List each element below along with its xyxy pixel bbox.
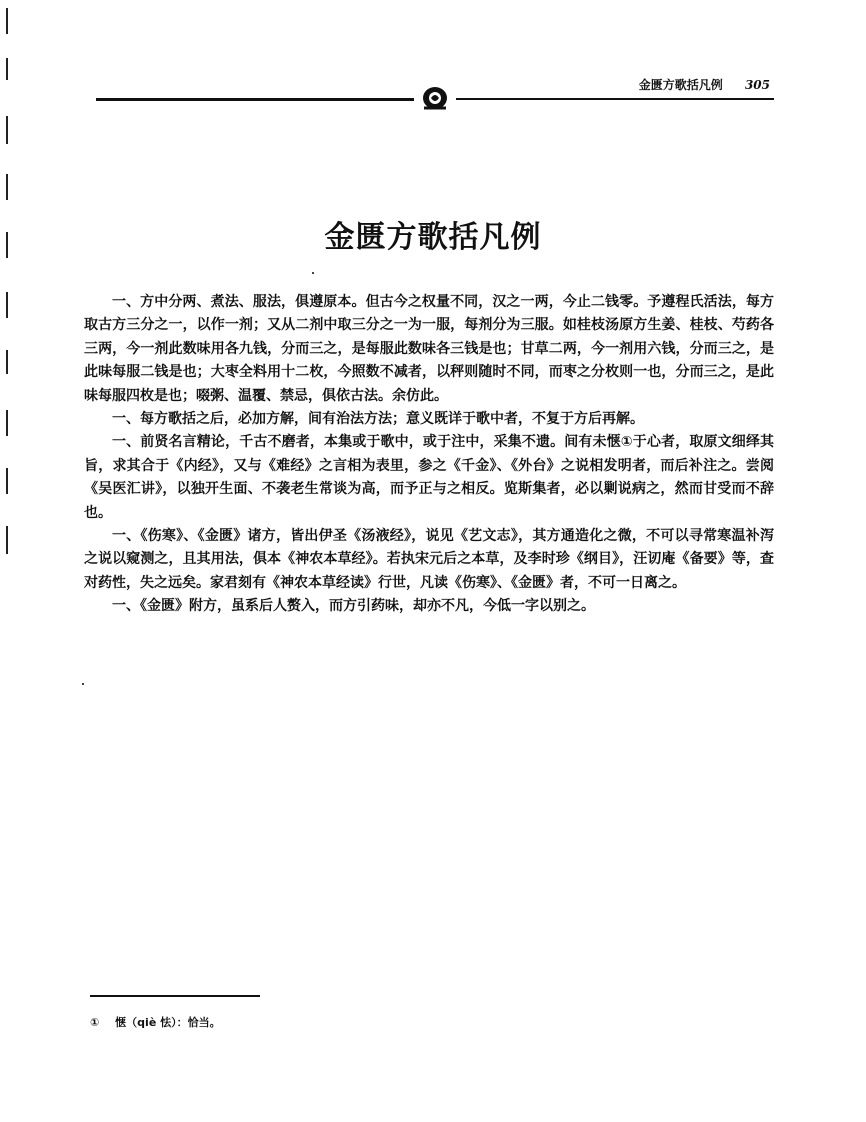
footnote-mark: ① xyxy=(90,1016,100,1029)
scan-speck xyxy=(312,272,314,274)
binding-mark xyxy=(6,58,8,80)
footnote-text: 惬（qiè 怯）：恰当。 xyxy=(115,1016,221,1029)
header-emblem-icon xyxy=(420,84,450,112)
footnote-rule xyxy=(90,995,260,997)
footnote xyxy=(90,1014,490,1030)
binding-mark xyxy=(6,116,8,144)
body-text xyxy=(84,291,774,619)
page-number: 305 xyxy=(744,78,770,92)
binding-mark xyxy=(6,526,8,554)
paragraph: 一、《伤寒》、《金匮》诸方，皆出伊圣《汤液经》，说见《艺文志》，其方通造化之微，不可以寻常寒温补泻之说以窥测之，且其用法，俱本《神农本草经》。若执宋元后之本草，及李时珍《纲目》，汪讱庵《备要》等，查对药性，失之远矣。家君刻有《神农本草经读》行世，凡读《伤寒》、《金匮》者，不可一日离之。 xyxy=(84,528,774,591)
paragraph: 一、前贤名言精论，千古不磨者，本集或于歌中，或于注中，采集不遗。间有未惬①于心者，取原文细绎其旨，求其合于《内经》，又与《难经》之言相为表里，参之《千金》、《外台》之说相发明者，而后补注之。尝阅《吴医汇讲》，以独开生面、不袭老生常谈为高，而予正与之相反。览斯集者，必以剿说病之，然而甘受而不辞也。 xyxy=(84,434,774,521)
binding-mark xyxy=(6,410,8,436)
binding-mark xyxy=(6,174,8,200)
binding-mark xyxy=(6,468,8,494)
paragraph: 一、方中分两、煮法、服法，俱遵原本。但古今之权量不同，汉之一两，今止二钱零。予遵程氏活法，每方取古方三分之一，以作一剂；又从二剂中取三分之一为一服，每剂分为三服。如桂枝汤原方生姜、桂枝、芍药各三两，今一剂此数味用各九钱，分而三之，是每服此数味各三钱是也；甘草二两，今一剂用六钱，分而三之，是此味每服二钱是也；大枣全料用十二枚，今照数不减者，以秤则随时不同，而枣之分枚则一也，分而三之，是此味每服四枚是也；啜粥、温覆、禁忌，俱依古法。余仿此。 xyxy=(84,294,774,404)
binding-mark xyxy=(6,8,8,34)
header-rule-right xyxy=(456,98,774,100)
binding-mark xyxy=(6,292,8,318)
page-title: 金匮方歌括凡例 xyxy=(324,220,542,255)
header-rule-left xyxy=(96,98,414,101)
running-head xyxy=(560,76,770,96)
scan-speck xyxy=(82,683,84,685)
paragraph: 一、每方歌括之后，必加方解，间有治法方法；意义既详于歌中者，不复于方后再解。 xyxy=(112,411,644,428)
binding-mark xyxy=(6,350,8,374)
paragraph: 一、《金匮》附方，虽系后人赘入，而方引药味，却亦不凡，今低一字以别之。 xyxy=(112,598,595,615)
running-head-title: 金匮方歌括凡例 xyxy=(638,78,723,92)
